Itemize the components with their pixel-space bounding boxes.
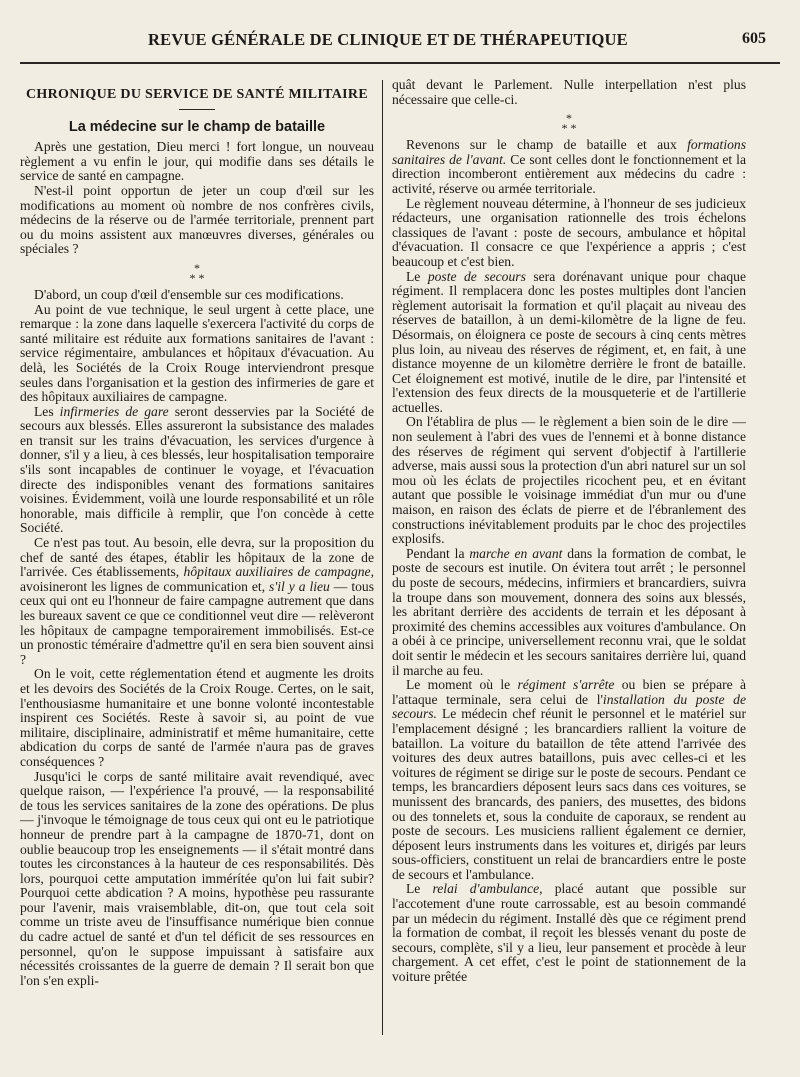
italic-term: poste de secours	[427, 268, 526, 284]
article-title: La médecine sur le champ de bataille	[68, 118, 326, 135]
text-run: — tous ceux qui ont eu l'honneur de faire campagne autrement que dans les bureaux savent ce que ce conditionnel veut dire — relèveront les hôpitaux de campagne temporairement immobilisés. Est-ce un pronostic téméraire d'admettre qu'il en sera bien souvent ainsi ?	[20, 578, 375, 667]
paragraph	[392, 138, 746, 196]
asterism	[20, 260, 374, 285]
text-run: sera dorénavant unique pour chaque régiment. Il remplacera donc les postes multiples dont l'ancien règlement autorisait la formation et qu'il plaçait au niveau des réserves de bataillon, à un demi-kilomètre de la ligne de feu. Désormais, on éloignera ce poste de secours à cinq cents mètres plus loin, au niveau des réserves de régiment, et, en fait, à une distance moyenne de un kilomètre derrière le front de bataille. Cet éloignement est motivé, inutile de le dire, par l'intensité et l'extension des feux directs de la mousqueterie et de l'artillerie actuelles.	[392, 268, 746, 415]
text-run: Revenons sur le champ de bataille et aux	[406, 137, 688, 153]
paragraph	[20, 405, 374, 536]
journal-title: REVUE GÉNÉRALE DE CLINIQUE ET DE THÉRAPEUTIQUE	[148, 30, 628, 49]
italic-term: relai d'ambulance,	[432, 881, 543, 897]
italic-term: marche en avant	[469, 545, 563, 561]
italic-term: infirmeries de gare	[59, 403, 169, 419]
asterism-bottom: * *	[189, 270, 205, 285]
paragraph: N'est-il point opportun de jeter un coup d'œil sur les modifications au moment où nombre de nos confrères civils, médecins de la réserve ou de l'armée territoriale, prennent part ou du moins assistent aux manœuvres diverses, générales ou spéciales ?	[20, 182, 374, 257]
title-rule	[179, 109, 215, 110]
running-head	[20, 30, 780, 54]
header-rule	[20, 62, 780, 64]
paragraph: Le règlement nouveau détermine, à l'honneur de ses judicieux rédacteurs, une organisation rationnelle des trois échelons classiques de l'avant : poste de secours, ambulance et hôpital d'évacuation. Il consacre ce que l'expérience a appris ; c'est beaucoup et c'est bien.	[392, 195, 746, 269]
text-run: Les	[34, 403, 60, 419]
paragraph	[392, 882, 746, 984]
text-run: Le moment où le	[406, 677, 518, 693]
left-column	[20, 78, 374, 988]
text-run: seront desservies par la Société de secours aux blessés. Elles assureront la subsistance des malades en transit sur les trains d'évacuation, les services d'urgence à donner, s'il y a lieu, à ces blessés, leur hospitalisation temporaire s'ils sont incapables de continuer le voyage, et l'évacuation directe des indisponibles venant des formations sanitaires voisines. Évidemment, voilà une lourde responsabilité et un rôle honorable, mais difficile à remplir, que l'on concède à cette Société.	[20, 403, 374, 536]
text-run: placé autant que possible sur l'accotement d'une route carrossable, est au besoin commandé par un médecin du régiment. Installé dès que ce régiment prend la formation de combat, il reçoit les blessés venant du poste de secours, complète, s'il y a lieu, leur pansement et procède à leur chargement. A cet effet, c'est le point de stationnement de la voiture prêtée	[392, 881, 746, 985]
paragraph	[392, 547, 746, 678]
paragraph	[392, 270, 746, 416]
italic-term: s'il y a lieu	[269, 578, 330, 594]
asterism	[392, 111, 746, 136]
paragraph: Au point de vue technique, le seul urgent à cette place, une remarque : la zone dans laquelle s'exercera l'activité du corps de santé militaire est réduite aux formations sanitaires de l'avant : service régimentaire, ambulances et hôpitaux d'évacuation. Au delà, les Sociétés de la Croix Rouge interviendront presque seules dans l'organisation et la gestion des infirmeries de gare et des hôpitaux auxiliaires de campagne.	[20, 301, 374, 405]
paragraph: Jusqu'ici le corps de santé militaire avait revendiqué, avec quelque raison, — l'expérience l'a prouvé, — la responsabilité de tous les services sanitaires de la zone des opérations. De plus — j'invoque le témoignage de tous ceux qui ont eu le patriotique honneur de prendre part à la campagne de 1870-71, dont on oublie beaucoup trop les enseignements — il s'était montré dans toutes les circonstances à la hauteur de ces responsabilités. Dès lors, pourquoi cette amputation immérítée qu'on lui fait subir? Pourquoi cette abdication ? A moins, hypothèse peu rassurante pour l'avenir, mais vraisemblable, dit-on, que tout cela soit comme un triste aveu de l'insuffisance numérique bien connue du cadre actuel de santé et d'un tel déficit de ses ressources en personnel, qu'on le suppose impuissant à satisfaire aux nécessités croissantes de la guerre de demain ? Il serait bon que l'on s'en expli-	[20, 768, 374, 988]
text-run: dans la formation de combat, le poste de secours est inutile. On évitera tout arrêt ; le personnel du poste de secours, médecins, infirmiers et brancardiers, suivra la troupe dans son mouvement, donnera des soins aux blessés, les abritant derrière des accidents de terrain et les déposant à proximité des chemins accessibles aux voitures d'ambulance. On a obéi à ce principe, universellement reconnu vrai, que le soldat doit sentir le médecin et les secours sanitaires derrière lui, quand il marche au feu.	[392, 545, 747, 678]
page-number: 605	[742, 30, 766, 47]
asterism-top: *	[194, 260, 200, 275]
right-column	[392, 78, 746, 985]
text-run: Pendant la	[406, 545, 470, 561]
text-run: Ce sont celles dont le fonctionnement et la direction incomberont entièrement aux médecins du cadre : activité, réserve ou armée territoriale.	[392, 151, 746, 196]
paragraph	[20, 536, 374, 667]
text-run: Le	[406, 881, 433, 897]
italic-term: hôpitaux auxiliaires de campagne,	[183, 564, 374, 580]
text-run: Ce n'est pas tout. Au besoin, elle devra, sur la proposition du chef de santé des étapes, établir les hôpitaux de la zone de l'arrivée. Ces établissements,	[20, 535, 374, 580]
paragraph: quât devant le Parlement. Nulle interpellation n'est plus nécessaire que celle-ci.	[392, 77, 746, 107]
asterism-top: *	[566, 111, 572, 126]
paragraph	[392, 678, 746, 882]
paragraph: On le voit, cette réglementation étend et augmente les droits et les devoirs des Sociétés de la Croix Rouge. Certes, on le sait, l'enthousiasme humanitaire et une bonne volonté incontestable inspirent ces Sociétés. Reste à savoir si, au point de vue militaire, disciplinaire, administratif et même humanitaire, cette abdication du corps de santé de l'armée n'aura pas de graves conséquences ?	[20, 666, 374, 769]
text-run: Le	[406, 268, 428, 284]
paragraph: On l'établira de plus — le règlement a bien soin de le dire — non seulement à l'abri des vues de l'ennemi et à bonne distance des réserves de régiment qui servent d'objectif à l'artillerie adverse, mais aussi sous la protection d'un abri naturel sur un sol mou où les éclats de projectiles ricochent peu, et en évitant autant que possible le voisinage immédiat d'un mur ou d'une maison, en raison des éclats de pierre et de l'ébranlement des constructions inévitablement produits par le choc des projectiles explosifs.	[392, 414, 746, 547]
italic-term: installation du poste de secours.	[392, 691, 746, 722]
text-run: Le médecin chef réunit le personnel et le matériel sur l'emplacement désigné ; les brancardiers rallient la voiture de bataillon. La voiture du bataillon de tête attend l'arrivée des voitures des deux autres bataillons, puis avec celles-ci et les voitures de régiment se dirige sur le poste de secours. Pendant ce temps, les brancardiers déposent leurs sacs dans ces voitures, se munissent des brancards, des paniers, des musettes, des bidons ou des tonnelets et, sous la conduite de caporaux, se rendent au poste de secours. Les musiciens rallient également ce dernier, déposent leurs instruments dans les voitures et, dirigés par leurs sous-officiers, constituent un relai de brancardiers entre le poste de secours et l'ambulance.	[392, 706, 746, 882]
text-run: ou bien se prépare à l'attaque terminale, sera celui de l'	[392, 677, 746, 707]
asterism-bottom: * *	[561, 121, 577, 136]
text-run: avoisineront les lignes de communication et,	[20, 578, 270, 594]
italic-term: régiment s'arrête	[517, 677, 615, 693]
section-title: CHRONIQUE DU SERVICE DE SANTÉ MILITAIRE	[26, 87, 368, 102]
paragraph: Après une gestation, Dieu merci ! fort longue, un nouveau règlement a vu enfin le jour, qui modifie dans ses détails le service de santé en campagne.	[20, 139, 374, 184]
paragraph: D'abord, un coup d'œil d'ensemble sur ces modifications.	[34, 286, 344, 302]
column-rule	[382, 80, 383, 1035]
italic-term: formations sanitaires de l'avant.	[392, 137, 746, 167]
